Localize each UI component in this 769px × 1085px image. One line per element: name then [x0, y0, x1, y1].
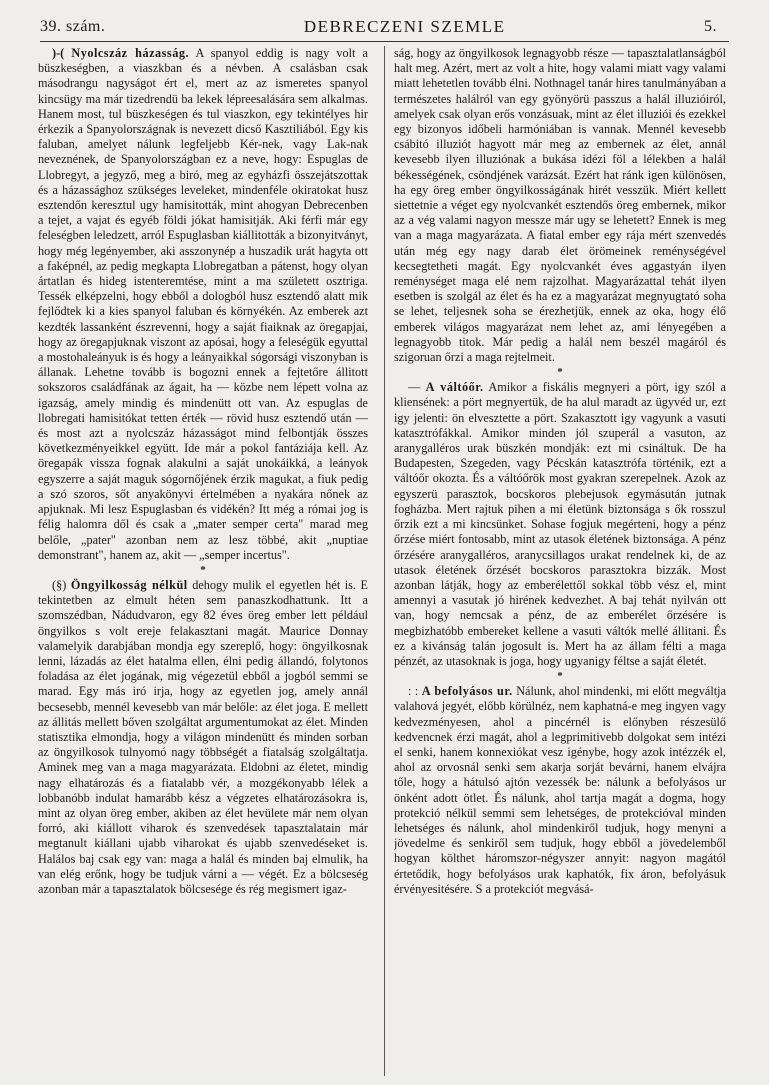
section-separator: * — [557, 366, 563, 379]
article-title: Öngyilkosság nélkül — [70, 577, 188, 592]
article-mark: )-( — [52, 46, 65, 60]
left-column — [38, 46, 368, 1078]
header-rule — [40, 41, 729, 42]
right-column — [394, 46, 726, 1078]
issue-number: 39. szám. — [40, 18, 106, 35]
article-title: Nyolcszáz házasság. — [71, 46, 190, 60]
article-body: Nálunk, ahol mindenki, mi előtt megváltja valahová jegyét, előbb körülnéz, nem kaphatná-e meg ingyen vagy kedvezményesen, ahol a pincérnél is előnyben részesülő kedvencnek érzi magát, ahol a legprimitivebb dolgokat sem intézi el senki, hanem konnexiókat vesz igénybe, hogy azok intézzék el, ahol az orvosnál senki sem akarja sorját bevárni, hanem elvájra tőle, hogy a hátulsó ajtón vezessék be: nálunk a befolyásos ur önként adott ötlet. És nálunk, ahol tartja magát a dogma, hogy protekció nélkül semmi sem lehetséges, de protekcióval minden lehetséges és nálunk, ahol mindenkiről tudjuk, hogy menyni a jövedelme és senkiről sem tudjuk, hogy ebből a jövedelemből hogyan költhet háromszor-négyszer annyit: nagyon magától értetődik, hogy befolyásos urak kaphatók, fix áron, befolyásuk érvényesitésére. S a protekciót megvásá- — [394, 684, 726, 896]
article-nyolcszaz-hazassag — [38, 46, 368, 563]
article-body: A spanyol eddig is nagy volt a büszkeségben, a viaszkban és a névben. A csalásban csak másodrangu nagyságot ért el, mert az az ismeretes spanyol kincsügy ma már tizedrendü ba lekek lépreesalására sem alkalmas. Hanem most, tul büszkeségen és tul viaszkon, egy tekintélyes hir érkezik a Spanyolországnak is nevezett dicső Kasztiliából. Egy kis faluban, amelyet nálunk legfeljebb Kér-nek, vagy Lak-nak neveznének, de Spanyolországban ez a neve, hogy: Espuglas de Llobregyt, a jegyző, meg a biró, meg az egyházfi összejátszottak és a házassághoz szükséges leveleket, mindenféle okiratokat husz esztendőn keresztul ugy hamisitották, mint ahogyan Debrecenben a tejet, a vajat és egyéb földi jókat hamisitják. Aki férfi már egy feleségben leledzett, arról Espuglasban kiállitották a bizonyitványt, hogy még legényember, aki asszonynép a huszadik urát hagyta ott a faképnél, az pedig megkapta Llobregatban a pátenst, hogy olyan ártatlan és hideg istenteremtése, mint a ma született osztriga. Tessék elképzelni, hogy ebből a dologból husz esztendő alatt mik fejlődtek ki a kies spanyol faluban és környékén. Az emberek azt kezdték lassanként észrevenni, hogy a saját fiaiknak az öregapjai, hogy az öregapjuknak viszont az apósai, hogy a feleségük egyuttal a mostohaleányuk is és hogy a leányaikkal sógorsági viszonyban is állanak. Lehetne tovább is bogozni ennek a fejtetőre állitott sokszoros családfának az ágait, ha — közbe nem lépett volna az igazság, amely mindig és mindenütt ott van. Az espuglas de llobregati hamisitókat tetten érték — rövid husz esztendő után — és most azt a nyolcszáz házasságot mind felbontják összes következményeikkel együtt. Ide már a pokol fantáziája kell. Az öregapák vissza fognak alakulni a saját unokáikká, a leányok egyszerre a saját maguk sógornőjének érzik magukat, a fiuk pedig a szó szoros, sőt anyakönyvi értelmében a nyakára nőnek az apjuknak. Mi lesz Espuglasban és vidékén? Itt még a római jog is félig halomra dől és csak a „mater semper certa" marad meg belőle, „pater" azonban nem az lesz többé, akit „nuptiae demonstrant", hanem az, akit — „semper incertus". — [38, 46, 368, 562]
article-ongyilkossag — [38, 578, 368, 897]
page-header — [40, 14, 717, 40]
article-mark: : : — [408, 684, 419, 699]
section-separator: * — [557, 670, 563, 683]
column-divider — [384, 46, 385, 1076]
article-body: Amikor a fiskális megnyeri a pört, igy szól a kliensének: a pört megnyertük, de ha alul maradt az ügyvéd ur, ezt igy jelenti: ön elvesztette a pört. Szakasztott igy vagyunk a vasuti katasztrófákkal. Amikor minden jól szuperál a vasuton, az aranygalléros urak büszkén mondják: ezt mi csináltuk. De ha Budapesten, Szegeden, vagy Pécskán katasztrófa történik, ezt a váltóőr okozta. És a váltóőrök most gyakran szerepelnek. Azok az egyszerü parasztok, bocskoros plebejusok egymásután jutnak fogházba. Mert rajtuk pihen a mi életünk biztonsága s ők rosszul őrzik ezt a mi kincsünket. Sohase fogjuk megérteni, hogy a pénz őrzése miért fontosabb, mint az utasok életének biztonsága. A pénz őrzésére aranygalléros, aranycsillagos urakat rendelnek ki, de az utasok életének őrzését bocskoros parasztokra bizzák. Most azonban látják, hogy az emberélettől sokkal több vész el, mint amennyi a vasutak jó hirének kedvezhet. A baj tehát nyilván ott van, hogy nemcsak a pénz, de az emberélet őrzésére is megbizhatóbb embereket kellene a vasuti váltók mellé állitani. És ez a kivánság talán jogosult is. Mert ha az állam félti a maga pénzét, az utasoknak is joga, hogy ugyanigy féltse a saját életét. — [394, 380, 726, 668]
article-title: A befolyásos ur. — [421, 684, 513, 699]
article-befolyasos-ur — [394, 684, 726, 897]
article-title: A váltóőr. — [425, 380, 484, 395]
article-valtoor — [394, 380, 726, 669]
newspaper-title: DEBRECZENI SZEMLE — [303, 17, 506, 36]
article-ongyilkossag-continued: ság, hogy az öngyilkosok legnagyobb része — tapasztalatlanságból halt meg. Azért, mert az volt a hite, hogy valami miatt vagy valami miatt lehetetlen tovább élni. Nothnagel tanár hires tanulmányában a természetes halálról van egy gyönyörü passzus a halál illuzióiról, amelyek csak olyan erős vonzásuak, mint az élet illuziói és ezekkel egy bizonyos időbeli harmóniában is vannak. Mennél kevesebb csábitó illuziót hagyott már meg az embernek az élet, annál kevesebb ilyen illuziónak a bukása idézi föl a lélekben a halál békességének, csöndjének varázsát. Ezért hat ránk igen különösen, ha egy öreg ember öngyilkosságának hirét vesszük. Miért kellett siettetnie a véget egy nyolcvankét esztendős öreg embernek, mikor az a vég valami nagyon messze már ugy se lehetett? Ennek is meg van a maga magyarázata. A fiatal ember egy rája mért szenvedés után még egy nagy darab élet örömeinek reménységével kecsegtetheti magát. Egy nyolcvankét éves aggastyán ilyen reménységet maga elé nem rajzolhat. Magyarázattal tehát ilyen esetben is szolgál az élet és ha ez a magyarázat megnyugtató soha se lehet, teljesnek soha se érezhetjük, ennek az oka, hogy élő emberek világos magyarázat nem lehet az, ami lényegében a legnagyobb titok. Már pedig a halál nem beszél magáról és szigoruan őrzi a maga rejtelmeit. — [394, 46, 726, 365]
article-mark: (§) — [52, 577, 67, 592]
article-mark: — — [408, 380, 421, 395]
article-body: dehogy mulik el egyetlen hét is. E tekintetben az elmult héten sem panaszkodhattunk. Itt a szomszédban, Nádudvaron, egy 82 éves öreg ember lett például öngyilkos s volt ereje felakasztani magát. Maurice Donnay valamelyik darabjában mondja egy szereplő, hogy: öngyilkosnak lenni, lázadás az élet hatalma ellen, élni pedig állandó, folytonos foladása az élet jogának, mig végezetül ebből a jogból semmi se marad. Egy más iró irja, hogy az egyetlen jog, amely annál becsesebb, mennél kevesebb van már belőle: az élet joga. E mellett az állitás mellett bőven szolgáltat argumentumokat az élet. Minden statisztika elmondja, hogy a világon mindenütt és minden sorban az öngyilkosok tulnyomó nagy többségét a fiatalság szolgáltatja. Aminek meg van a maga magyarázata. Eldobni az életet, mindig nagy elhatározás és a fiatalabb vér, a mozgékonyabb lélek a lobbanóbb indulat hamarább kész a végzetes elhatározásokra is, mint az olyan öreg ember, akiben az élet hevülete már nem olyan forró, aki kiállott viharok és szenvedések tapasztalatain már megtanult kiállani ujabb viharokat és ujabb szenvedéseket is. Halálos baj csak egy van: maga a halál és minden baj elmulik, ha van elég erőnk, hogy be tudjuk várni a — végét. Ez a bölcseség azonban már a tapasztalatok bölcsesége és rég megismert igaz- — [38, 577, 368, 896]
section-separator: * — [200, 563, 206, 576]
page-number: 5. — [703, 18, 717, 35]
